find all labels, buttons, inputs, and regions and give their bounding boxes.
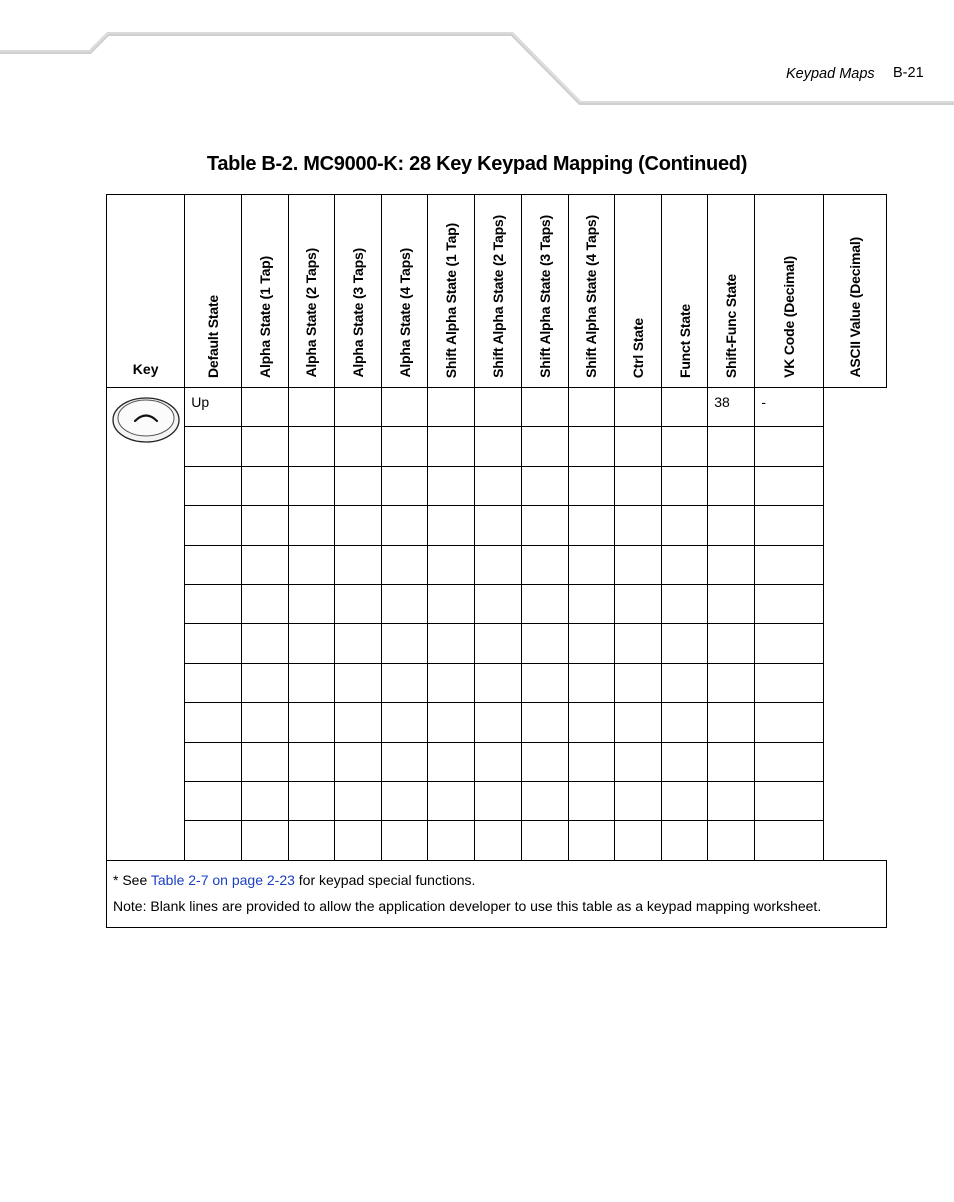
- table-cell: [382, 466, 428, 505]
- table-cell: [568, 388, 614, 427]
- table-cell: [662, 506, 708, 545]
- table-cell: [334, 624, 381, 663]
- table-footnote: [107, 860, 887, 927]
- table-cell: [382, 624, 428, 663]
- table-cell: [521, 742, 568, 781]
- table-row: [107, 427, 887, 466]
- table-cell: [382, 663, 428, 702]
- column-header: [614, 195, 661, 388]
- table-cell: [614, 624, 661, 663]
- table-cell: [662, 388, 708, 427]
- table-cell: [428, 821, 475, 860]
- table-cell: 38: [708, 388, 755, 427]
- table-cell: [428, 742, 475, 781]
- table-cell: [334, 703, 381, 742]
- table-cell: [521, 506, 568, 545]
- column-header-label: Alpha State (3 Taps): [349, 248, 366, 378]
- table-cell: [288, 427, 334, 466]
- page-number: B-21: [893, 65, 924, 81]
- column-header-label: Shift Alpha State (2 Taps): [489, 215, 506, 378]
- table-cell: [755, 663, 823, 702]
- table-cell: [708, 781, 755, 820]
- table-cell: [708, 663, 755, 702]
- worksheet-note: Note: Blank lines are provided to allow the application developer to use this table as a keypad mapping worksheet.: [113, 897, 822, 914]
- column-header: [475, 195, 521, 388]
- table-row: [107, 388, 887, 427]
- column-header-label: Shift-Func State: [723, 273, 740, 378]
- table-cell: [614, 663, 661, 702]
- table-cell: [185, 506, 241, 545]
- table-cell: [755, 506, 823, 545]
- table-cell: [382, 584, 428, 623]
- table-cell: [475, 703, 521, 742]
- column-header: [382, 195, 428, 388]
- table-row: [107, 781, 887, 820]
- table-cell: [755, 427, 823, 466]
- table-cell: [241, 506, 288, 545]
- table-cell: [475, 781, 521, 820]
- table-cell: [614, 781, 661, 820]
- table-row: [107, 703, 887, 742]
- column-header: [428, 195, 475, 388]
- table-cell: [382, 427, 428, 466]
- table-cell: [755, 703, 823, 742]
- table-cell: [288, 545, 334, 584]
- table-cell: [382, 703, 428, 742]
- table-title: Table B-2. MC9000-K: 28 Key Keypad Mapping (Continued): [206, 153, 748, 175]
- table-cell: [334, 584, 381, 623]
- table-cell: [662, 821, 708, 860]
- table-cell: [568, 781, 614, 820]
- table-cell: [241, 781, 288, 820]
- table-cell: [185, 466, 241, 505]
- column-header-label: Key: [132, 361, 159, 377]
- column-header-label: Alpha State (1 Tap): [256, 256, 273, 378]
- see-prefix: * See: [113, 871, 151, 888]
- table-row: [107, 821, 887, 860]
- table-cell: [288, 821, 334, 860]
- table-cell: [185, 663, 241, 702]
- table-cell: [334, 663, 381, 702]
- table-cell: [185, 781, 241, 820]
- table-cell: [475, 506, 521, 545]
- table-cell: [475, 624, 521, 663]
- table-row: [107, 624, 887, 663]
- table-cell: [288, 388, 334, 427]
- table-cell: [428, 427, 475, 466]
- table-row: [107, 545, 887, 584]
- table-cell: [708, 584, 755, 623]
- table-cell: [521, 584, 568, 623]
- table-cell: [334, 466, 381, 505]
- table-cell: [475, 821, 521, 860]
- table-cell: [614, 703, 661, 742]
- table-row: [107, 742, 887, 781]
- table-cell: [614, 388, 661, 427]
- table-row: [107, 506, 887, 545]
- up-arrow-key-icon: [111, 396, 181, 447]
- table-cell: [662, 663, 708, 702]
- table-cell: [185, 624, 241, 663]
- table-cell: [614, 821, 661, 860]
- table-row: [107, 466, 887, 505]
- table-cell: [568, 506, 614, 545]
- notes-row: [107, 860, 887, 927]
- column-header: [662, 195, 708, 388]
- table-cell: [288, 584, 334, 623]
- table-cell: [475, 427, 521, 466]
- table-cell: [755, 545, 823, 584]
- table-cell: [662, 781, 708, 820]
- column-header-label: VK Code (Decimal): [781, 256, 798, 378]
- table-cell: [428, 663, 475, 702]
- table-cell: [428, 781, 475, 820]
- keypad-mapping-table: [106, 194, 887, 928]
- key-cell: [107, 388, 185, 861]
- header-row: [107, 195, 887, 388]
- table-cell: [428, 584, 475, 623]
- table-cell: [241, 742, 288, 781]
- column-header-label: Shift Alpha State (3 Taps): [536, 215, 553, 378]
- table-cell: [708, 506, 755, 545]
- column-header-label: ASCII Value (Decimal): [846, 237, 863, 378]
- table-cell: [662, 427, 708, 466]
- table-cell: [475, 584, 521, 623]
- column-header: [568, 195, 614, 388]
- table-cell: [475, 545, 521, 584]
- table-cell: [755, 584, 823, 623]
- table-cell: [288, 663, 334, 702]
- table-cell: [382, 742, 428, 781]
- table-cell: [568, 466, 614, 505]
- table-cell: [475, 663, 521, 702]
- column-header-label: Ctrl State: [629, 317, 646, 378]
- table-cell: [521, 703, 568, 742]
- table-cell: [755, 742, 823, 781]
- table-cell: [185, 703, 241, 742]
- table-cell: [475, 466, 521, 505]
- table-cell: -: [755, 388, 823, 427]
- table-cell: [521, 388, 568, 427]
- column-header-label: Funct State: [676, 303, 693, 378]
- column-header-label: Shift Alpha State (1 Tap): [443, 222, 460, 378]
- table-cell: [334, 821, 381, 860]
- table-cell: [288, 466, 334, 505]
- table-cell: [428, 466, 475, 505]
- table-cell: [755, 821, 823, 860]
- table-cell: [428, 624, 475, 663]
- table-cell: [614, 466, 661, 505]
- table-cell: [521, 821, 568, 860]
- column-header: [288, 195, 334, 388]
- table-cell: [428, 388, 475, 427]
- table-cell: [662, 624, 708, 663]
- column-header: [185, 195, 241, 388]
- table-row: [107, 663, 887, 702]
- table-cell: [521, 466, 568, 505]
- table-cell: [662, 703, 708, 742]
- column-header-label: Shift Alpha State (4 Taps): [583, 215, 600, 378]
- table-cell: [428, 545, 475, 584]
- table-cell: [334, 545, 381, 584]
- table-cell: [708, 545, 755, 584]
- table-cell: [241, 584, 288, 623]
- table-cell: [382, 821, 428, 860]
- table-cell: [334, 506, 381, 545]
- table-cell: [708, 624, 755, 663]
- table-cell: [241, 545, 288, 584]
- table-cell: [568, 545, 614, 584]
- table-cell: [475, 388, 521, 427]
- table-cell: [334, 388, 381, 427]
- table-cell: [185, 821, 241, 860]
- table-cell: [428, 703, 475, 742]
- table-cell: [755, 466, 823, 505]
- table-cell: [288, 781, 334, 820]
- table-cell: [288, 742, 334, 781]
- table-cell: [568, 624, 614, 663]
- table-cell: [708, 466, 755, 505]
- table-cell: [521, 663, 568, 702]
- table-header: [107, 195, 887, 388]
- table-cell: [568, 742, 614, 781]
- table-cell: [241, 388, 288, 427]
- column-header: [241, 195, 288, 388]
- table-cell: [708, 821, 755, 860]
- column-header-label: Alpha State (4 Taps): [396, 248, 413, 378]
- table-cell: [241, 427, 288, 466]
- table-cell: [521, 624, 568, 663]
- table-cell: [428, 506, 475, 545]
- table-cell: [521, 545, 568, 584]
- table-cell: [662, 545, 708, 584]
- table-row: [107, 584, 887, 623]
- column-header: [708, 195, 755, 388]
- table-body: [107, 388, 887, 928]
- table-cell: [755, 781, 823, 820]
- column-header: [334, 195, 381, 388]
- see-suffix: for keypad special functions.: [294, 871, 476, 888]
- table-cell: [382, 388, 428, 427]
- table-cell: [475, 742, 521, 781]
- table-cell: [334, 781, 381, 820]
- table-cell: [241, 466, 288, 505]
- cross-reference-link[interactable]: Table 2-7 on page 2-23: [150, 871, 295, 888]
- table-cell: [568, 584, 614, 623]
- header-rule: [0, 0, 954, 110]
- table-cell: [241, 821, 288, 860]
- table-cell: [288, 506, 334, 545]
- column-header-label: Default State: [204, 295, 221, 378]
- table-cell: [614, 427, 661, 466]
- table-cell: [288, 703, 334, 742]
- running-header-section: Keypad Maps: [786, 66, 875, 82]
- column-header-label: Alpha State (2 Taps): [303, 248, 320, 378]
- table-cell: [568, 663, 614, 702]
- table-cell: [568, 821, 614, 860]
- table-cell: [568, 427, 614, 466]
- table-cell: [334, 427, 381, 466]
- table-cell: [614, 545, 661, 584]
- table-cell: [185, 427, 241, 466]
- table-cell: [662, 584, 708, 623]
- table-cell: [241, 663, 288, 702]
- table-cell: [614, 742, 661, 781]
- table-cell: [662, 742, 708, 781]
- table-cell: [708, 703, 755, 742]
- table-cell: [382, 506, 428, 545]
- table-cell: [185, 584, 241, 623]
- table-cell: [241, 703, 288, 742]
- table-cell: [614, 584, 661, 623]
- table-cell: Up: [185, 388, 241, 427]
- table-cell: [521, 781, 568, 820]
- table-cell: [382, 781, 428, 820]
- table-cell: [614, 506, 661, 545]
- table-cell: [662, 466, 708, 505]
- column-header-key: [107, 195, 185, 388]
- table-cell: [334, 742, 381, 781]
- table-cell: [241, 624, 288, 663]
- table-cell: [521, 427, 568, 466]
- column-header: [755, 195, 823, 388]
- column-header: [521, 195, 568, 388]
- table-cell: [568, 703, 614, 742]
- table-cell: [185, 742, 241, 781]
- table-cell: [708, 427, 755, 466]
- table-cell: [382, 545, 428, 584]
- table-cell: [708, 742, 755, 781]
- see-reference: [113, 867, 880, 893]
- table-cell: [288, 624, 334, 663]
- column-header: [823, 195, 886, 388]
- table-cell: [755, 624, 823, 663]
- table-cell: [185, 545, 241, 584]
